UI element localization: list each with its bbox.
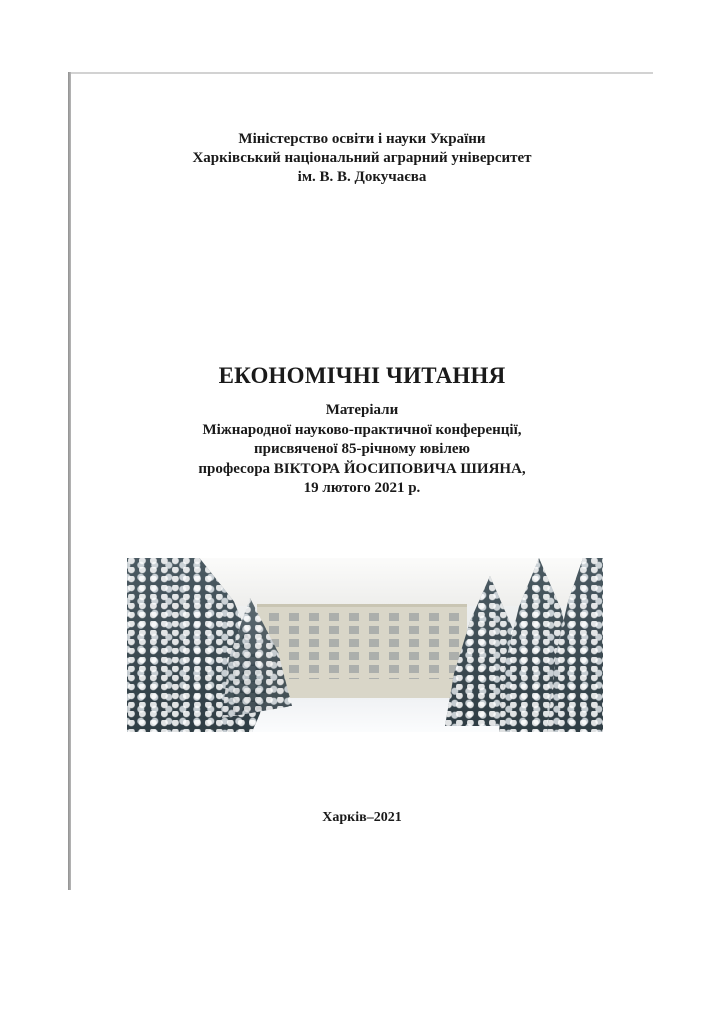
- photo-university-building: [257, 604, 467, 707]
- subtitle-line-professor: професора ВІКТОРА ЙОСИПОВИЧА ШИЯНА,: [198, 460, 526, 477]
- document-subtitle: [0, 401, 724, 499]
- building-floors: [263, 613, 461, 679]
- subtitle-line-conference: Міжнародної науково-практичної конференції,: [202, 421, 522, 438]
- page-edge-top: [68, 72, 653, 74]
- subtitle-line-dedication: присвяченої 85-річному ювілею: [253, 441, 471, 457]
- document-title: ЕКОНОМІЧНІ ЧИТАННЯ: [218, 363, 506, 388]
- subtitle-line-date: 19 лютого 2021 р.: [303, 480, 421, 496]
- university-line: Харківський національний аграрний університет: [192, 150, 532, 166]
- university-namesake-line: ім. В. В. Докучаєва: [297, 169, 427, 185]
- cover-photo: [127, 558, 603, 732]
- institution-header: [0, 130, 724, 187]
- ministry-line: Міністерство освіти і науки України: [238, 131, 486, 147]
- publication-city-year: Харків–2021: [322, 810, 402, 825]
- subtitle-line-materials: Матеріали: [325, 402, 399, 418]
